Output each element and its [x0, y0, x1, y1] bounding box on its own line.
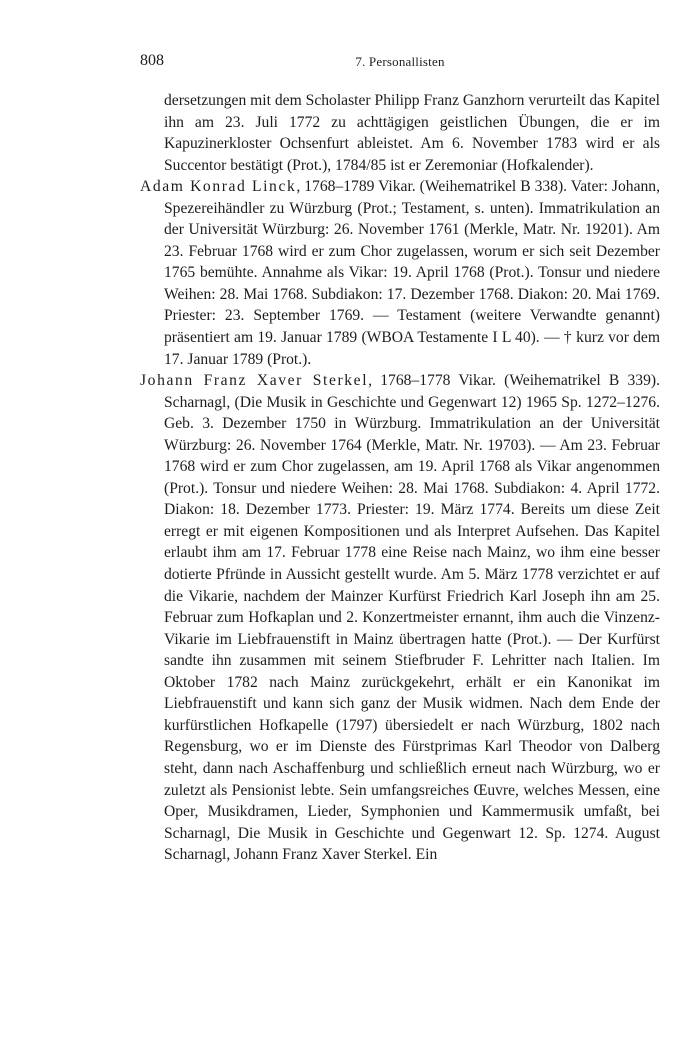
page-number: 808: [140, 52, 164, 69]
entry-text: , 1768–1778 Vikar. (Weihematrikel B 339). Scharnagl, (Die Musik in Geschichte und Gegenwart 12) 1965 Sp. 1272–1276. Geb. 3. Dezember 1750 in Würzburg. Immatrikulation an der Universität Würzburg: 26. November 1764 (Merkle, Matr. Nr. 19703). — Am 23. Februar 1768 wird er zum Chor zugelassen, am 19. April 1768 als Vikar angenommen (Prot.). Tonsur und niedere Weihen: 28. Mai 1768. Subdiakon: 4. April 1772. Diakon: 18. Dezember 1773. Priester: 19. März 1774. Bereits um diese Zeit erregt er mit eigenen Kompositionen und als Interpret Aufsehen. Das Kapitel erlaubt ihm am 17. Februar 1778 eine Reise nach Mainz, wo ihm eine besser dotierte Pfründe in Aussicht gestellt wurde. Am 5. März 1778 verzichtet er auf die Vikarie, nachdem der Mainzer Kurfürst Friedrich Karl Joseph ihn am 25. Februar zum Hofkaplan und 2. Konzertmeister ernannt, ihm auch die Vinzenz-Vikarie im Liebfrauenstift in Mainz übertragen hatte (Prot.). — Der Kurfürst sandte ihn zusammen mit seinem Stiefbruder F. Lehritter nach Italien. Im Oktober 1782 nach Mainz zurückgekehrt, erhält er ein Kanonikat im Liebfrauenstift und kann sich ganz der Musik widmen. Nach dem Ende der kurfürstlichen Hofkapelle (1797) übersiedelt er nach Würzburg, 1802 nach Regensburg, wo er im Dienste des Fürstprimas Karl Theodor von Dalberg steht, dann nach Aschaffenburg und schließlich erneut nach Würzburg, wo er zuletzt als Pensionist lebte. Sein umfangsreiches Œuvre, welches Messen, eine Oper, Musikdramen, Lieder, Symphonien und Kammermusik umfaßt, bei Scharnagl, Die Musik in Geschichte und Gegenwart 12. Sp. 1274. August Scharnagl, Johann Franz Xaver Sterkel. Ein: [164, 372, 660, 864]
entry-sterkel: [140, 370, 660, 866]
page-header: [140, 52, 660, 74]
entry-text: , 1768–1789 Vikar. (Weihematrikel B 338). Vater: Johann, Spezereihändler zu Würzburg (Prot.; Testament, s. unten). Immatrikulation an der Universität Würzburg: 26. November 1761 (Merkle, Matr. Nr. 19201). Am 23. Februar 1768 wird er zum Chor zugelassen, worum er sich seit Dezember 1765 bemühte. Annahme als Vikar: 19. April 1768 (Prot.). Tonsur und niedere Weihen: 28. Mai 1768. Subdiakon: 17. Dezember 1768. Diakon: 20. Mai 1769. Priester: 23. September 1769. — Testament (weitere Verwandte genannt) präsentiert am 19. Januar 1789 (WBOA Testamente I L 40). — † kurz vor dem 17. Januar 1789 (Prot.).: [164, 178, 660, 368]
body-text: [140, 90, 660, 866]
entry-name: Johann Franz Xaver Sterkel: [140, 372, 369, 390]
entry-linck: [140, 176, 660, 370]
running-head: 7. Personallisten: [355, 54, 445, 69]
entry-name: Adam Konrad Linck: [140, 178, 297, 196]
entry-text: dersetzungen mit dem Scholaster Philipp Franz Ganzhorn verurteilt das Kapitel ihn am 23. Juli 1772 zu achttägigen geistlichen Übungen, die er im Kapuzinerkloster Ochsenfurt ableistet. Am 6. November 1783 wird er als Succentor bestätigt (Prot.), 1784/85 ist er Zeremoniar (Hofkalender).: [164, 92, 660, 174]
entry-continuation: [140, 90, 660, 176]
